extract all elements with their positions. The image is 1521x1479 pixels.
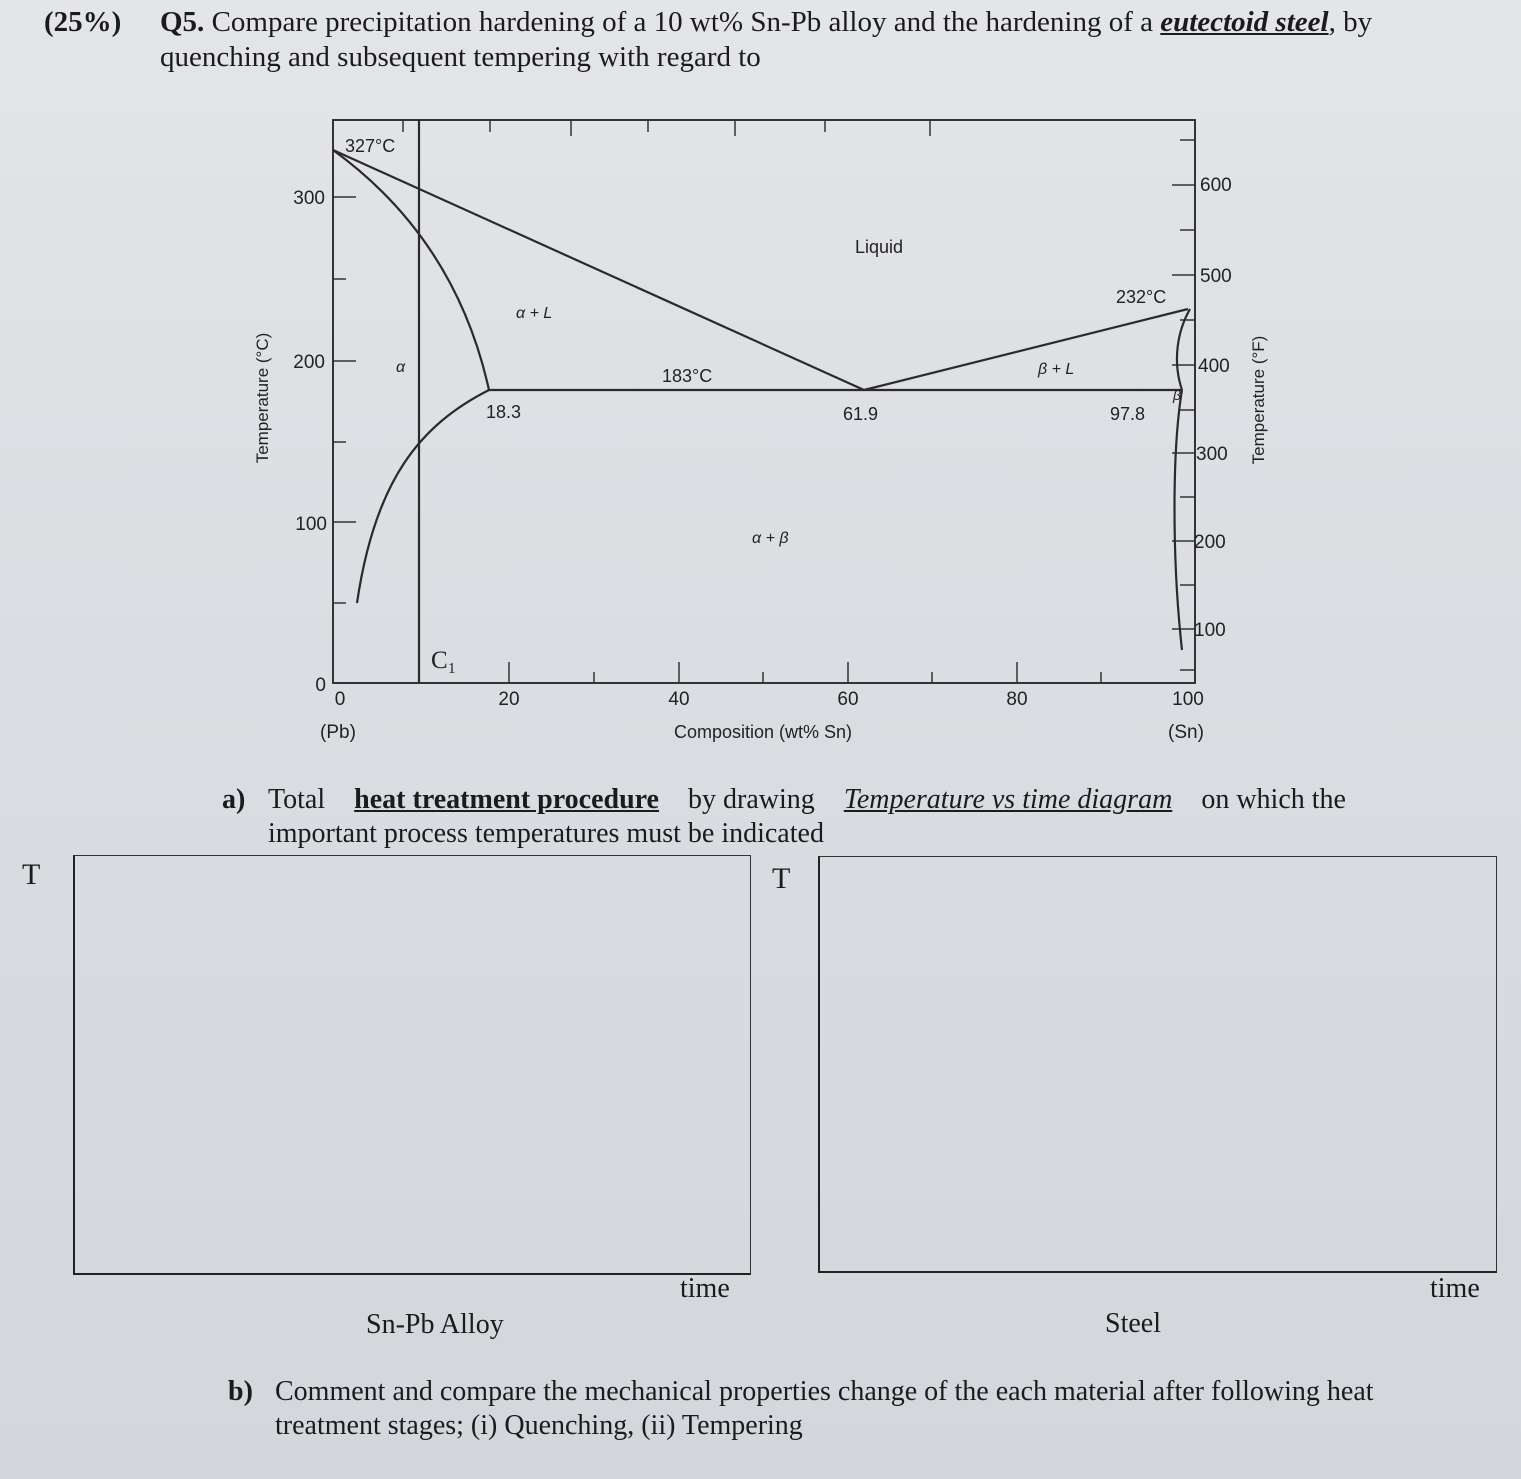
c-tick-100: 100 xyxy=(295,514,327,535)
right-plot-y-label: T xyxy=(772,862,791,895)
alpha-beta-label: α + β xyxy=(752,530,789,547)
top-ticks xyxy=(403,120,930,136)
c-tick-200: 200 xyxy=(293,352,325,373)
x-tick-0: 0 xyxy=(334,689,346,710)
eutectic-temp-label: 183°C xyxy=(662,366,713,386)
eutectic-comp-label: 61.9 xyxy=(843,404,879,424)
liquid-label: Liquid xyxy=(855,237,904,257)
y-axis-right-label: Temperature (°F) xyxy=(1249,335,1268,465)
part-a-label: a) xyxy=(222,784,246,815)
c-tick-0: 0 xyxy=(315,675,326,696)
alpha-l-label: α + L xyxy=(516,305,553,322)
beta-label: β xyxy=(1173,387,1181,403)
f-tick-600: 600 xyxy=(1200,175,1232,196)
left-plot-box[interactable] xyxy=(73,855,751,1275)
liquidus-right xyxy=(864,309,1188,390)
question-weight: (25%) xyxy=(44,6,122,38)
part-a-line1 xyxy=(268,783,1346,817)
f-tick-300: 300 xyxy=(1196,444,1228,465)
question-number: Q5. xyxy=(160,6,205,38)
diagram-frame xyxy=(333,120,1195,683)
question-text-line2: quenching and subsequent tempering with regard to xyxy=(160,41,761,73)
left-plot-y-label: T xyxy=(22,858,41,891)
part-a-t2: heat treatment procedure xyxy=(354,784,659,815)
left-plot-caption: Sn-Pb Alloy xyxy=(366,1309,504,1340)
beta-sol-label: 97.8 xyxy=(1110,404,1146,424)
right-plot-box[interactable] xyxy=(818,856,1497,1273)
right-ticks xyxy=(1172,140,1195,670)
part-a-t1: Total xyxy=(268,784,326,815)
liquidus-left xyxy=(333,150,864,390)
x-tick-40: 40 xyxy=(668,689,690,710)
alpha-solvus xyxy=(357,390,489,603)
part-a-line2: important process temperatures must be indicated xyxy=(268,818,824,849)
beta-solidus xyxy=(1177,309,1190,390)
x-tick-60: 60 xyxy=(837,689,859,710)
question-emphasis: eutectoid steel xyxy=(1160,6,1329,38)
question-line1-pre: Compare precipitation hardening of a 10 wt% Sn-Pb alloy and the hardening of a xyxy=(211,6,1154,38)
x-right-end: (Sn) xyxy=(1168,722,1204,743)
x-axis-label: Composition (wt% Sn) xyxy=(673,722,853,742)
x-tick-100: 100 xyxy=(1172,689,1204,710)
part-b-label: b) xyxy=(228,1376,253,1407)
alpha-label: α xyxy=(396,359,406,376)
alpha-sol-label: 18.3 xyxy=(486,402,522,422)
pb-melt-label: 327°C xyxy=(345,136,396,156)
part-a-t3: by drawing xyxy=(688,784,815,815)
part-a-t5: on which the xyxy=(1201,784,1346,815)
bottom-ticks xyxy=(509,662,1101,683)
f-tick-400: 400 xyxy=(1198,356,1230,377)
c1-label: C₁ xyxy=(431,647,457,674)
f-tick-500: 500 xyxy=(1200,266,1232,287)
f-tick-100: 100 xyxy=(1194,620,1226,641)
y-axis-left-label: Temperature (°C) xyxy=(253,332,272,464)
right-plot-caption: Steel xyxy=(1105,1308,1161,1339)
part-b-line1: Comment and compare the mechanical properties change of the each material after following heat xyxy=(275,1376,1374,1407)
part-a-t4: Temperature vs time diagram xyxy=(843,784,1173,815)
c-tick-300: 300 xyxy=(293,188,325,209)
left-ticks xyxy=(333,197,356,603)
beta-l-label: β + L xyxy=(1038,361,1075,378)
right-plot-x-label: time xyxy=(1430,1273,1480,1304)
f-tick-200: 200 xyxy=(1194,532,1226,553)
sn-melt-label: 232°C xyxy=(1116,287,1167,307)
x-tick-20: 20 xyxy=(498,689,520,710)
x-left-end: (Pb) xyxy=(320,722,356,743)
left-plot-x-label: time xyxy=(680,1273,730,1304)
x-tick-80: 80 xyxy=(1006,689,1028,710)
question-line1-post: , by xyxy=(1328,6,1373,38)
beta-solvus xyxy=(1175,390,1183,650)
part-b-line2: treatment stages; (i) Quenching, (ii) Tempering xyxy=(275,1410,803,1441)
